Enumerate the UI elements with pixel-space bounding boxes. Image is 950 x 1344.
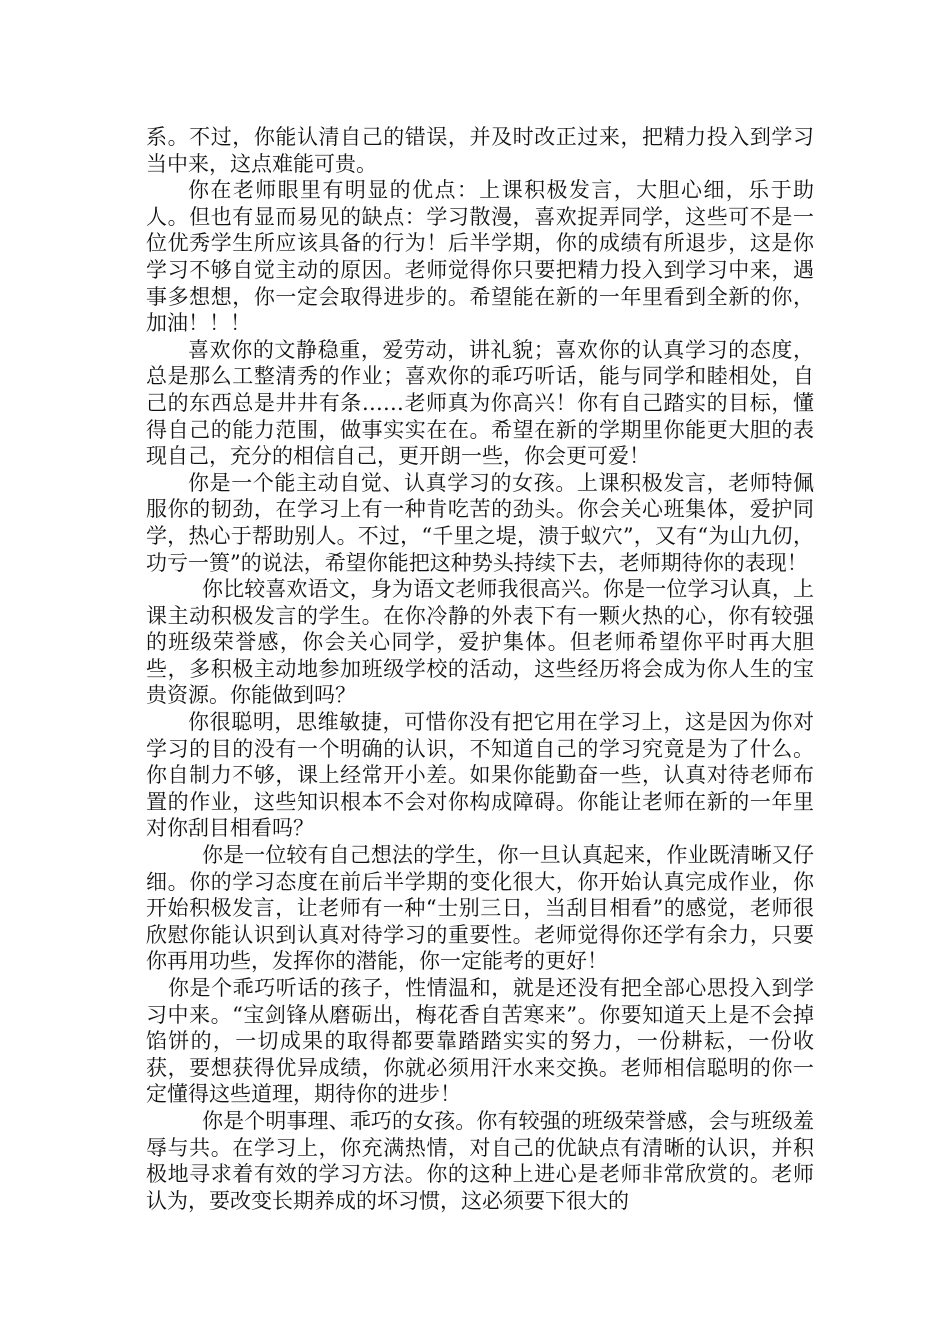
paragraph-comment: 你是一位较有自己想法的学生，你一旦认真起来，作业既清晰又仔细。你的学习态度在前后半学期的变化很大，你开始认真完成作业，你开始积极发言，让老师有一种“士别三日，当刮目相看”的感觉，老师很欣慰你能认识到认真对待学习的重要性。老师觉得你还学有余力，只要你再用功些，发挥你的潜能，你一定能考的更好！ xyxy=(146,843,814,974)
paragraph-comment: 你是个乖巧听话的孩子，性情温和，就是还没有把全部心思投入到学习中来。“宝剑锋从磨砺出，梅花香自苦寒来”。你要知道天上是不会掉馅饼的，一切成果的取得都要靠踏踏实实的努力，一份耕耘，一份收获，要想获得优异成绩，你就必须用汗水来交换。老师相信聪明的你一定懂得这些道理，期待你的进步！ xyxy=(146,976,814,1107)
paragraph-comment: 你是个明事理、乖巧的女孩。你有较强的班级荣誉感，会与班级羞辱与共。在学习上，你充满热情，对自己的优缺点有清晰的认识，并积极地寻求着有效的学习方法。你的这种上进心是老师非常欣赏的。老师认为，要改变长期养成的坏习惯，这必须要下很大的 xyxy=(146,1108,814,1213)
paragraph-comment: 喜欢你的文静稳重，爱劳动，讲礼貌；喜欢你的认真学习的态度，总是那么工整清秀的作业；喜欢你的乖巧听话，能与同学和睦相处，自己的东西总是井井有条……老师真为你高兴！你有自己踏实的目标，懂得自己的能力范围，做事实实在在。希望在新的学期里你能更大胆的表现自己，充分的相信自己，更开朗一些，你会更可爱！ xyxy=(146,337,814,469)
paragraph-comment: 你在老师眼里有明显的优点：上课积极发言，大胆心细，乐于助人。但也有显而易见的缺点：学习散漫，喜欢捉弄同学，这些可不是一位优秀学生所应该具备的行为！后半学期，你的成绩有所退步，这是你学习不够自觉主动的原因。老师觉得你只要把精力投入到学习中来，遇事多想想，你一定会取得进步的。希望能在新的一年里看到全新的你，加油！！！ xyxy=(146,178,814,336)
paragraph-comment: 你很聪明，思维敏捷，可惜你没有把它用在学习上，这是因为你对学习的目的没有一个明确的认识，不知道自己的学习究竟是为了什么。你自制力不够，课上经常开小差。如果你能勤奋一些，认真对待老师布置的作业，这些知识根本不会对你构成障碍。你能让老师在新的一年里对你刮目相看吗？ xyxy=(146,710,814,841)
document-page xyxy=(146,124,814,1214)
paragraph-comment: 你比较喜欢语文，身为语文老师我很高兴。你是一位学习认真，上课主动积极发言的学生。在你冷静的外表下有一颗火热的心，你有较强的班级荣誉感，你会关心同学，爱护集体。但老师希望你平时再大胆些，多积极主动地参加班级学校的活动，这些经历将会成为你人生的宝贵资源。你能做到吗？ xyxy=(146,577,814,708)
paragraph-comment: 你是一个能主动自觉、认真学习的女孩。上课积极发言，老师特佩服你的韧劲，在学习上有一种肯吃苦的劲头。你会关心班集体，爱护同学，热心于帮助别人。不过，“千里之堤，溃于蚁穴”，又有“为山九仞，功亏一篑”的说法，希望你能把这种势头持续下去，老师期待你的表现！ xyxy=(146,470,814,575)
paragraph-continuation: 系。不过，你能认清自己的错误，并及时改正过来，把精力投入到学习当中来，这点难能可贵。 xyxy=(146,125,814,176)
